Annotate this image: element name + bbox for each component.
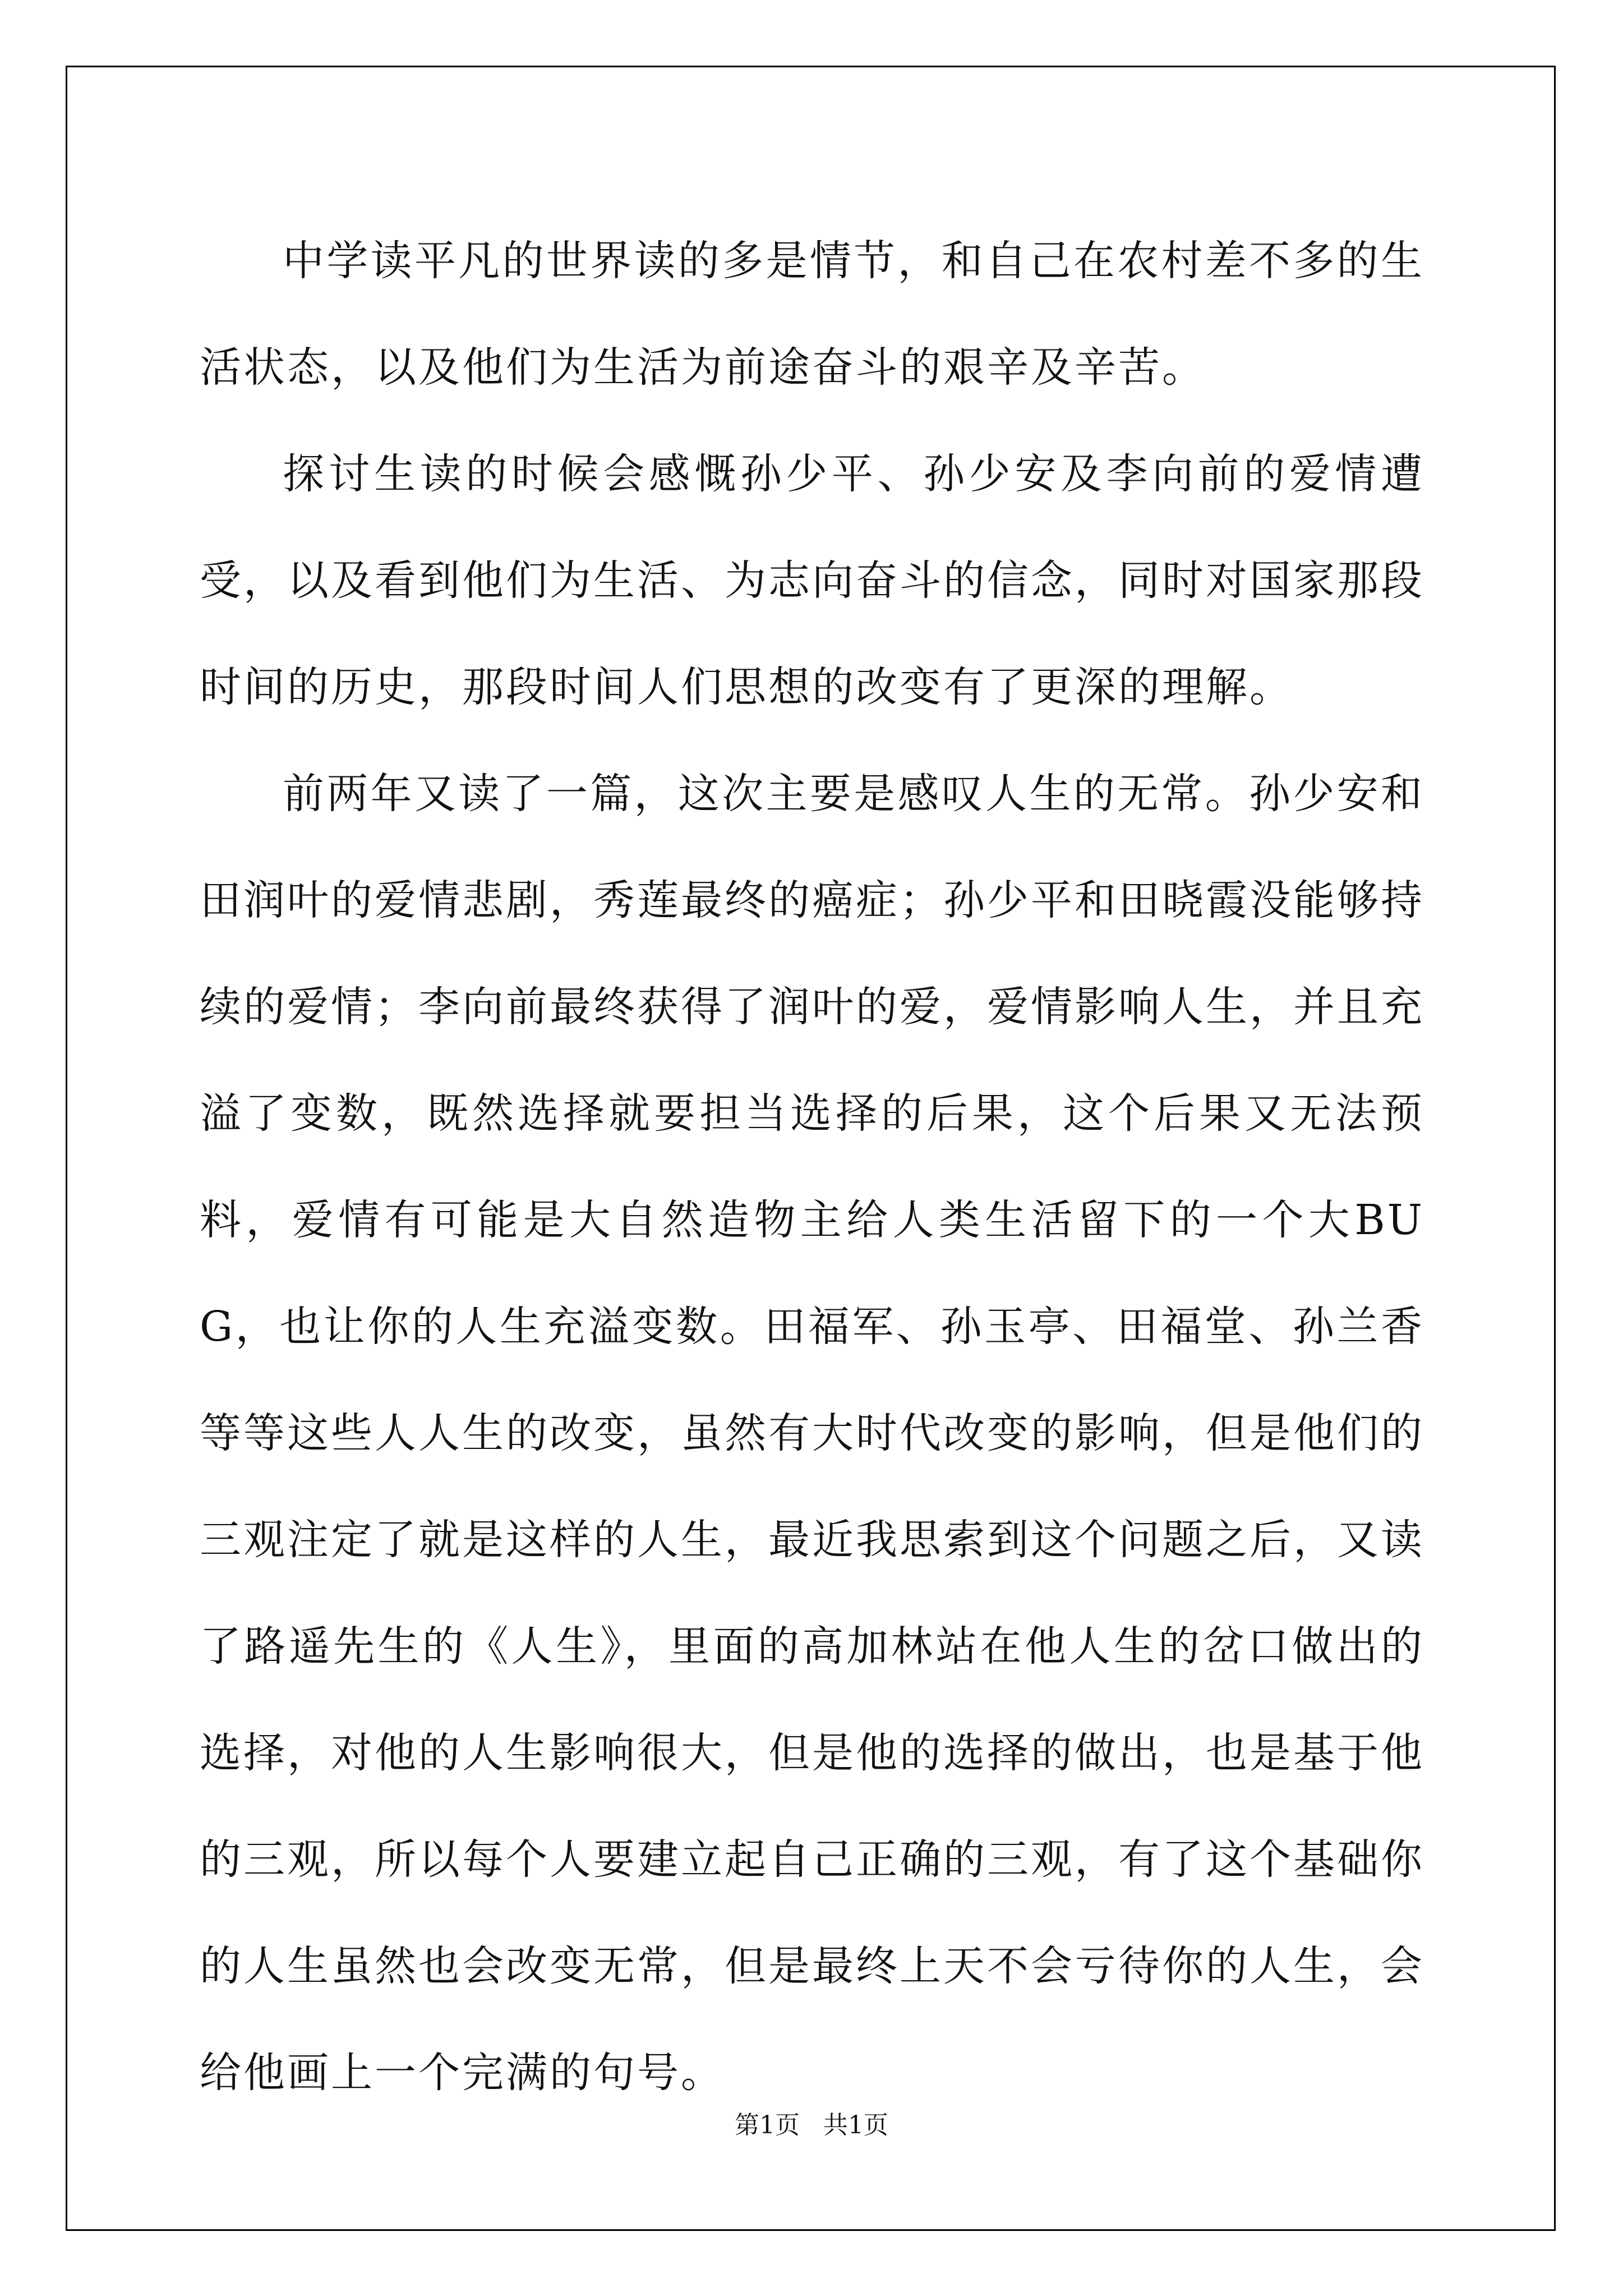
paragraph-2: 探讨生读的时候会感慨孙少平、孙少安及李向前的爱情遭受，以及看到他们为生活、为志向奋斗的信念，同时对国家那段时间的历史，那段时间人们思想的改变有了更深的理解。 [200, 450, 1424, 711]
page-number: 第1页 [735, 2111, 800, 2139]
document-body [200, 208, 1424, 2126]
paragraph-1: 中学读平凡的世界读的多是情节，和自己在农村差不多的生活状态，以及他们为生活为前途奋斗的艰辛及辛苦。 [200, 237, 1424, 392]
page-footer [0, 2105, 1623, 2141]
page-total: 共1页 [823, 2111, 888, 2139]
paragraph-3: 前两年又读了一篇，这次主要是感叹人生的无常。孙少安和田润叶的爱情悲剧，秀莲最终的癌症；孙少平和田晓霞没能够持续的爱情；李向前最终获得了润叶的爱，爱情影响人生，并且充溢了变数，既然选择就要担当选择的后果，这个后果又无法预料，爱情有可能是大自然造物主给人类生活留下的一个大BUG，也让你的人生充溢变数。田福军、孙玉亭、田福堂、孙兰香等等这些人人生的改变，虽然有大时代改变的影响，但是他们的三观注定了就是这样的人生，最近我思索到这个问题之后，又读了路遥先生的《人生》，里面的高加林站在他人生的岔口做出的选择，对他的人生影响很大，但是他的选择的做出，也是基于他的三观，所以每个人要建立起自己正确的三观，有了这个基础你的人生虽然也会改变无常，但是最终上天不会亏待你的人生，会给他画上一个完满的句号。 [200, 770, 1424, 2097]
